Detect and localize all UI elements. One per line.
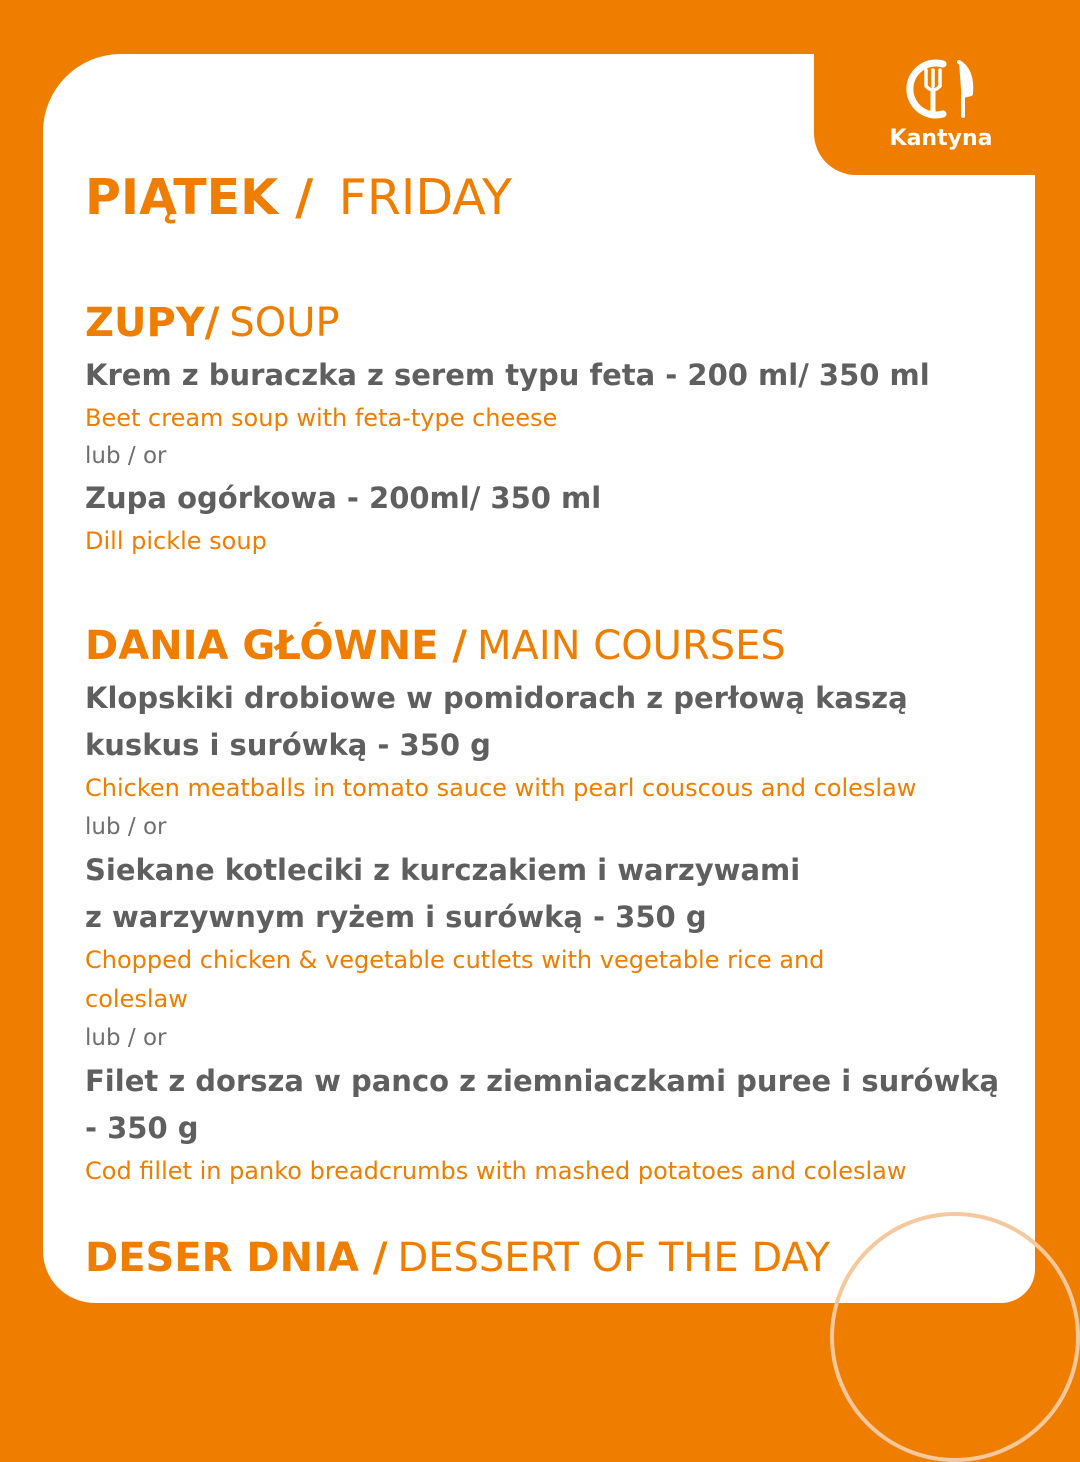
soup-2-pl: Zupa ogórkowa - 200ml/ 350 ml [85,481,602,515]
main-1-pl-line2: kuskus i surówką - 350 g [85,728,491,762]
main-1-pl-line1: Klopskiki drobiowe w pomidorach z perłową kaszą [85,681,908,715]
main-2-en-line2: coleslaw [85,985,188,1013]
section-heading-main [85,623,786,669]
heading-dessert-en: DESSERT OF THE DAY [397,1235,831,1281]
heading-soup-pl: ZUPY/ [85,300,220,346]
main-3-pl-line2: - 350 g [85,1111,199,1145]
main-2-pl-line2: z warzywnym ryżem i surówką - 350 g [85,900,707,934]
soup-2-en: Dill pickle soup [85,527,267,555]
plate-fork-knife-icon [903,56,979,120]
main-1-en: Chicken meatballs in tomato sauce with pearl couscous and coleslaw [85,774,917,802]
heading-soup-en: SOUP [229,300,340,346]
decorative-ring [830,1212,1080,1462]
main-2-en-line1: Chopped chicken & vegetable cutlets with vegetable rice and [85,946,825,974]
main-3-en: Cod fillet in panko breadcrumbs with mashed potatoes and coleslaw [85,1157,907,1185]
heading-main-pl: DANIA GŁÓWNE / [85,623,467,669]
section-heading-soup [85,300,340,346]
soup-1-en: Beet cream soup with feta-type cheese [85,404,558,432]
brand-name: Kantyna [889,126,993,151]
or-separator: lub / or [85,443,167,469]
or-separator: lub / or [85,1025,167,1051]
page-title [85,169,512,226]
soup-1-pl: Krem z buraczka z serem typu feta - 200 ml/ 350 ml [85,358,930,392]
heading-dessert-pl: DESER DNIA / [85,1235,388,1281]
heading-main-en: MAIN COURSES [476,623,786,669]
section-heading-dessert [85,1235,831,1281]
day-en: FRIDAY [338,169,512,226]
day-pl: PIĄTEK / [85,169,314,226]
main-2-pl-line1: Siekane kotleciki z kurczakiem i warzywami [85,853,801,887]
main-3-pl-line1: Filet z dorsza w panco z ziemniaczkami puree i surówką [85,1064,1000,1098]
or-separator: lub / or [85,814,167,840]
